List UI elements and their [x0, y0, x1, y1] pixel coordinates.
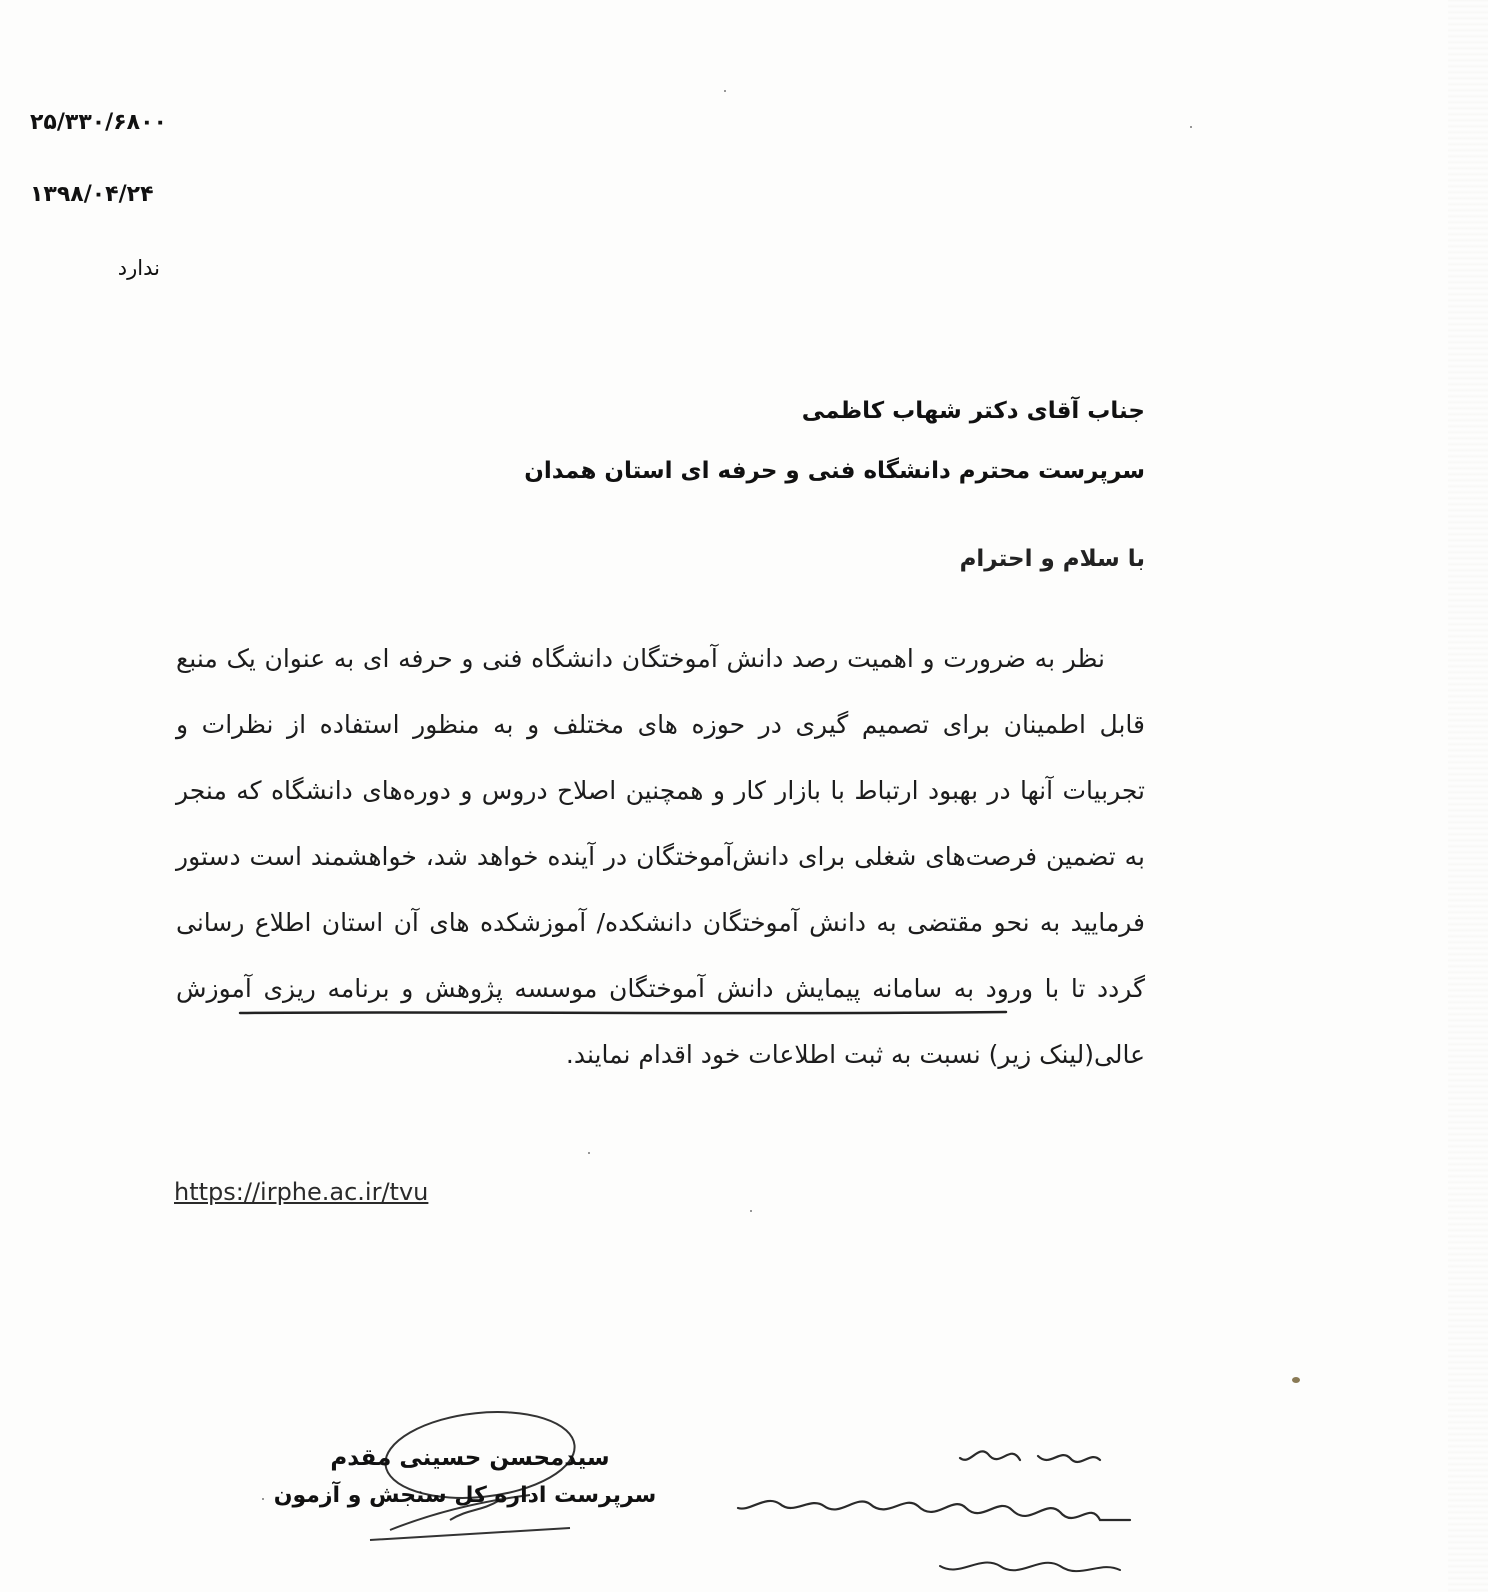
survey-link[interactable]: https://irphe.ac.ir/tvu: [174, 1178, 429, 1206]
ink-dot: [1292, 1377, 1300, 1383]
signature-mark: [330, 1400, 610, 1560]
hand-underline-mark: [238, 1010, 1008, 1016]
scan-speck: [724, 90, 726, 92]
letter-date: ۱۳۹۸/۰۴/۲۴: [30, 182, 154, 207]
signer-title: سرپرست اداره کل سنجش و آزمون: [273, 1483, 657, 1508]
recipient-title: سرپرست محترم دانشگاه فنی و حرفه ای استان همدان: [524, 458, 1145, 484]
recipient-name: جناب آقای دکتر شهاب کاظمی: [801, 398, 1145, 424]
scan-speck: [262, 1498, 264, 1500]
scan-speck: [588, 1152, 590, 1154]
attachment-status: ندارد: [117, 256, 160, 280]
handwritten-note: [720, 1420, 1150, 1592]
scan-speck: [1190, 126, 1192, 128]
signer-name: سیدمحسن حسینی مقدم: [330, 1445, 610, 1471]
letter-body: [176, 626, 1145, 1088]
body-paragraph: نظر به ضرورت و اهمیت رصد دانش آموختگان دانشگاه فنی و حرفه ای به عنوان یک منبع قابل اطمینان برای تصمیم گیری در حوزه های مختلف و به منظور استفاده از نظرات و تجربیات آنها در بهبود ارتباط با بازار کار و همچنین اصلاح دروس و دوره‌های دانشگاه که منجر به تضمین فرصت‌های شغلی برای دانش‌آموختگان در آینده خواهد شد، خواهشمند است دستور فرمایید به نحو مقتضی به دانش آموختگان دانشکده/ آموزشکده های آن استان اطلاع رسانی گردد تا با ورود به سامانه پیمایش دانش آموختگان موسسه پژوهش و برنامه ریزی آموزش عالی(لینک زیر) نسبت به ثبت اطلاعات خود اقدام نمایند.: [176, 644, 1145, 1069]
scan-speck: [750, 1210, 752, 1212]
greeting: با سلام و احترام: [959, 546, 1145, 572]
letter-number: ۲۵/۳۳۰/۶۸۰۰: [30, 110, 167, 135]
scan-edge-texture: [1448, 0, 1488, 1592]
